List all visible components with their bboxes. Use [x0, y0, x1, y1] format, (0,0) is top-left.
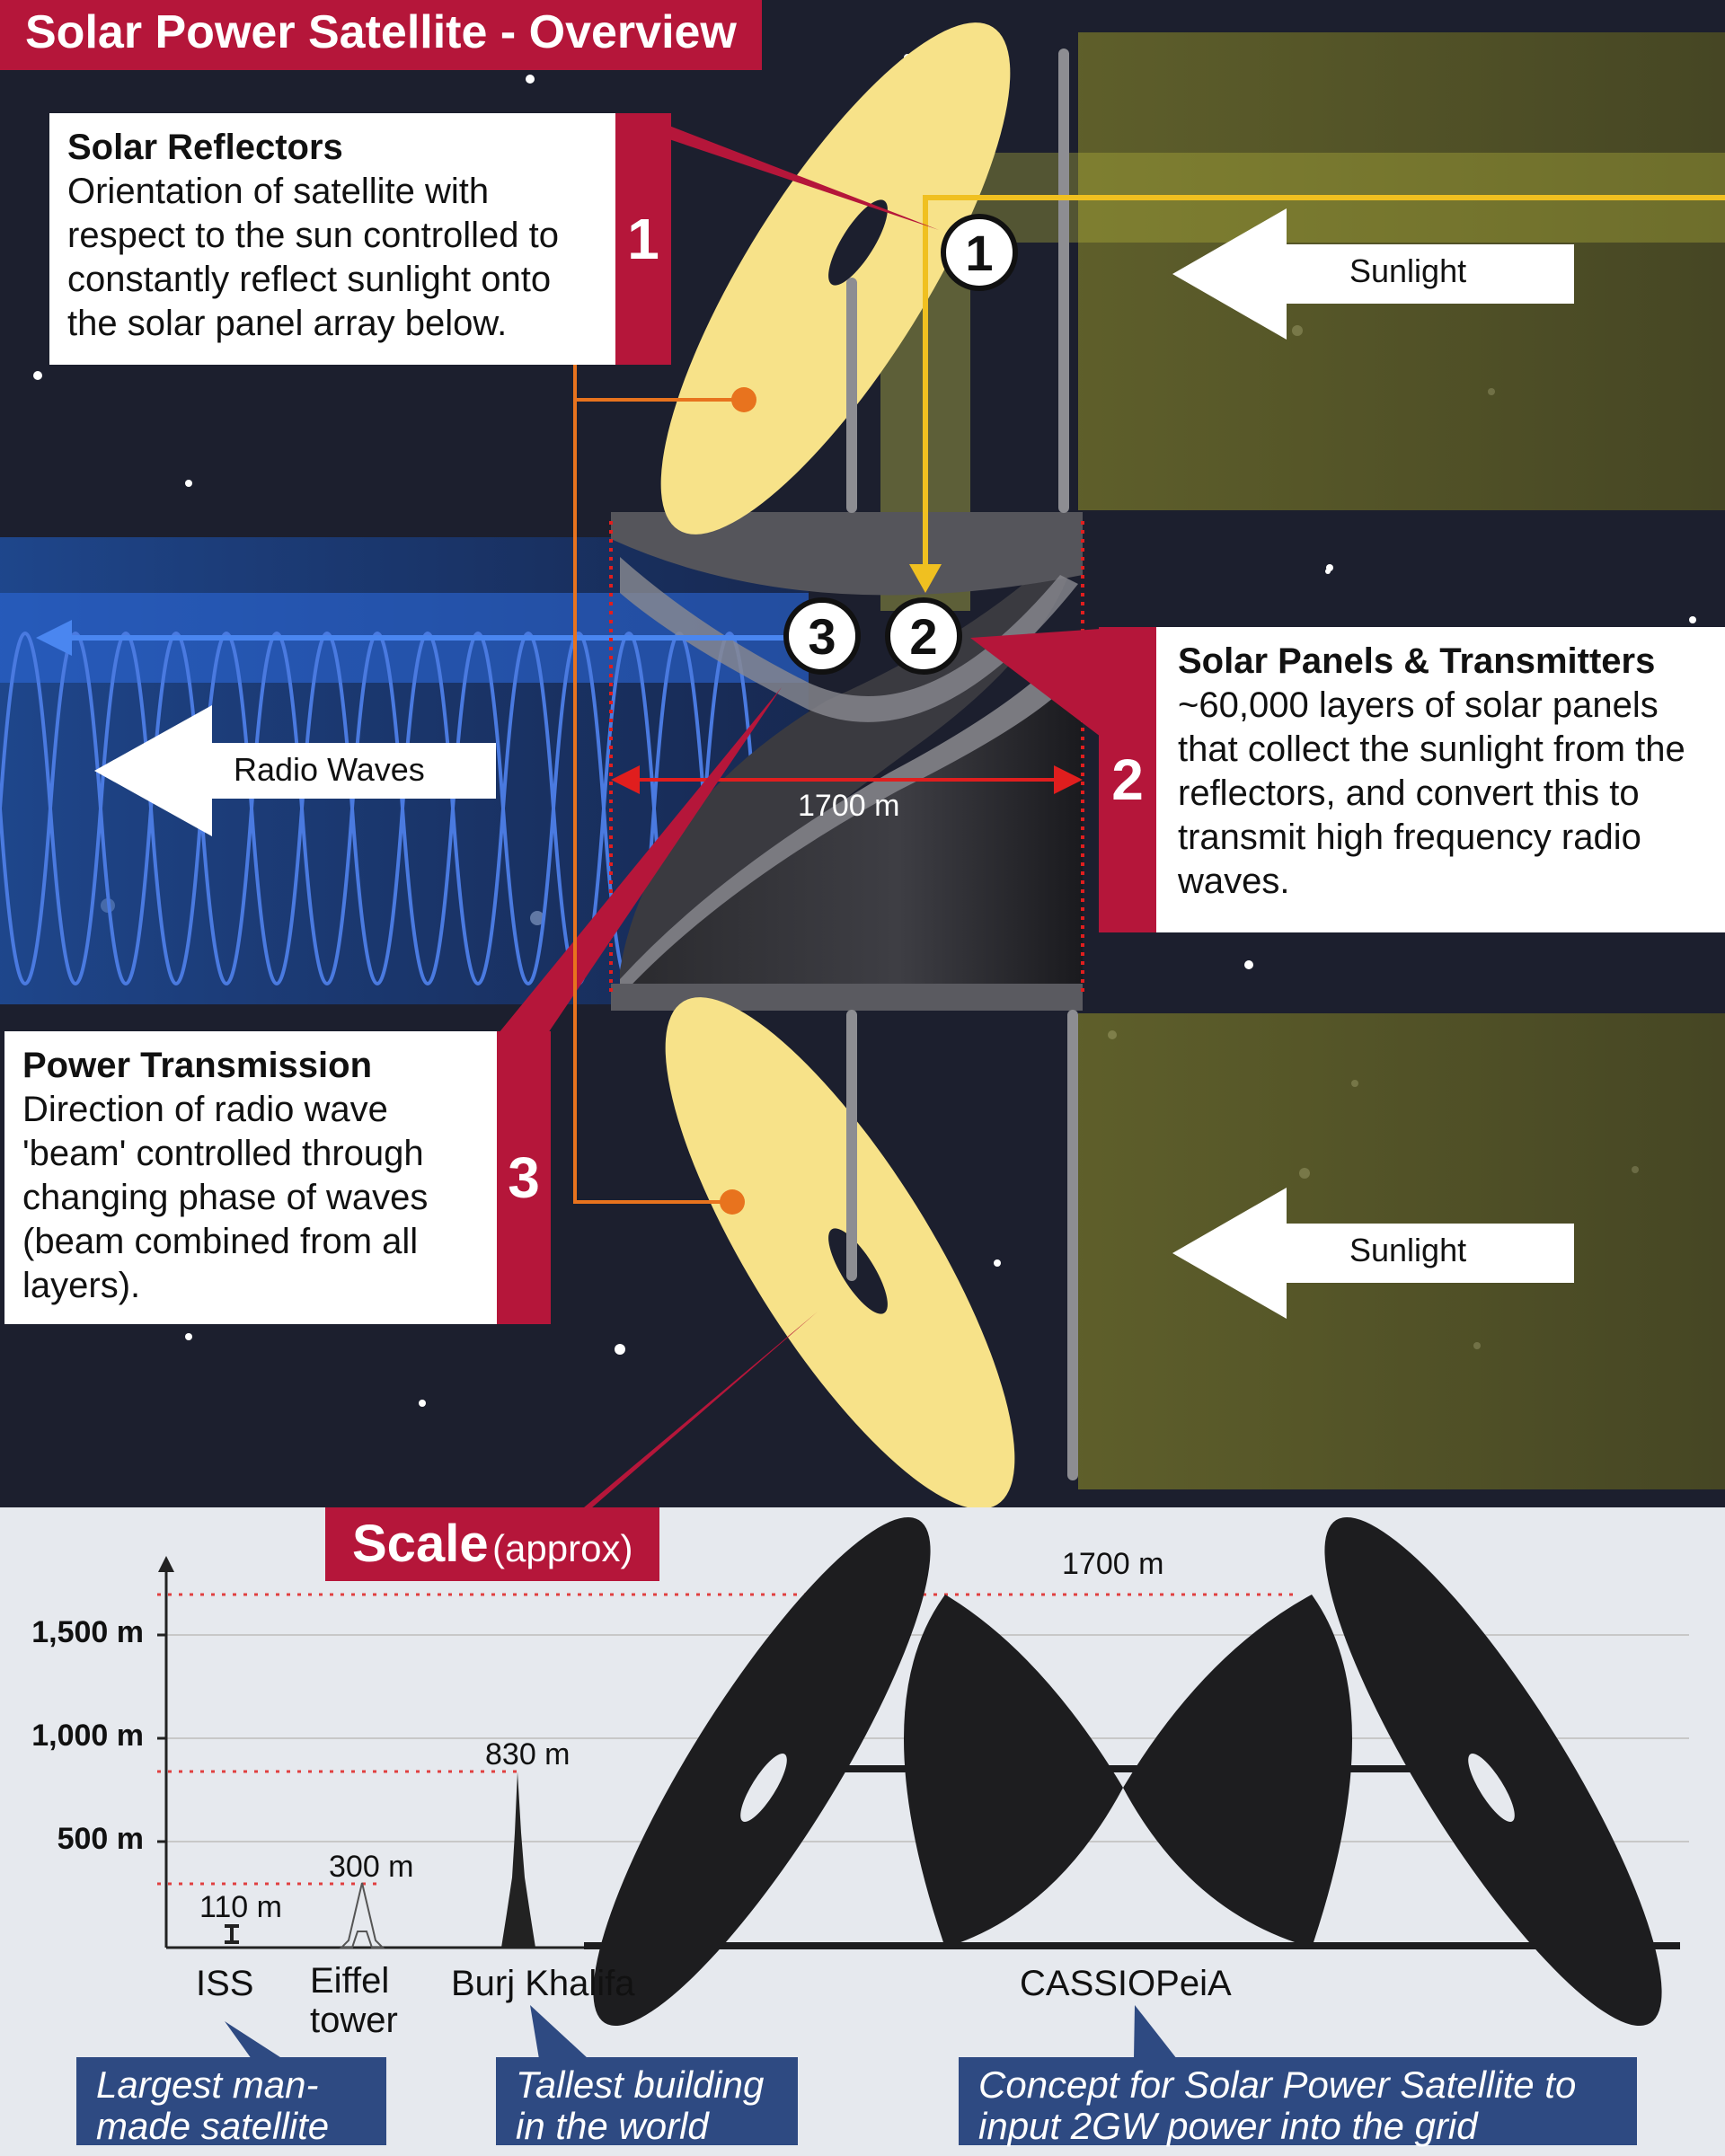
marker-3: 3: [783, 597, 861, 675]
callout-3-heading: Power Transmission: [22, 1046, 373, 1085]
scale-subtitle: (approx): [492, 1527, 633, 1569]
callout-2-number: 2: [1099, 627, 1156, 932]
eiffel-tower-name: Eiffel tower: [310, 1961, 398, 2040]
burj-khalifa-height-label: 830 m: [485, 1737, 571, 1772]
burj-khalifa-name: Burj Khalifa: [451, 1964, 635, 2003]
note-burj-khalifa: Tallest building in the world: [496, 2057, 798, 2145]
callout-1-heading: Solar Reflectors: [67, 128, 343, 167]
iss-name: ISS: [196, 1964, 254, 2003]
callout-power-transmission: [4, 1031, 497, 1324]
callout-solar-panels: [1156, 627, 1725, 932]
scale-title-bar: [325, 1507, 659, 1581]
iss-height-label: 110 m: [199, 1890, 282, 1924]
callout-3-number: 3: [497, 1031, 551, 1324]
satellite-width-label: 1700 m: [798, 789, 900, 823]
y-tick-500: 500 m: [57, 1822, 144, 1856]
page-title: Solar Power Satellite - Overview: [0, 0, 762, 70]
cassiopeia-height-label: 1700 m: [1062, 1547, 1164, 1581]
callout-1-body: Orientation of satellite with respect to the sun controlled to constantly reflect sunlight onto the solar panel array below.: [67, 172, 559, 343]
callout-3-body: Direction of radio wave 'beam' controlled through changing phase of waves (beam combined from all layers).: [22, 1090, 429, 1305]
callout-2-heading: Solar Panels & Transmitters: [1178, 641, 1656, 681]
eiffel-tower-height-label: 300 m: [329, 1850, 414, 1884]
note-cassiopeia: Concept for Solar Power Satellite to input 2GW power into the grid: [959, 2057, 1637, 2145]
cassiopeia-name: CASSIOPeiA: [1020, 1964, 1232, 2003]
marker-1: 1: [941, 214, 1018, 291]
scale-title: Scale: [352, 1515, 489, 1573]
radio-waves-label: Radio Waves: [234, 751, 425, 788]
sunlight-bottom-label: Sunlight: [1349, 1232, 1467, 1268]
callout-2-body: ~60,000 layers of solar panels that collect the sunlight from the reflectors, and convert this to transmit high frequency radio waves.: [1178, 685, 1685, 901]
y-tick-1500: 1,500 m: [31, 1615, 144, 1649]
marker-2: 2: [885, 597, 962, 675]
sunlight-top-label: Sunlight: [1349, 252, 1467, 289]
y-tick-1000: 1,000 m: [31, 1719, 144, 1753]
callout-solar-reflectors: [49, 113, 615, 365]
note-iss: Largest man-made satellite: [76, 2057, 386, 2145]
callout-1-number: 1: [615, 113, 671, 365]
